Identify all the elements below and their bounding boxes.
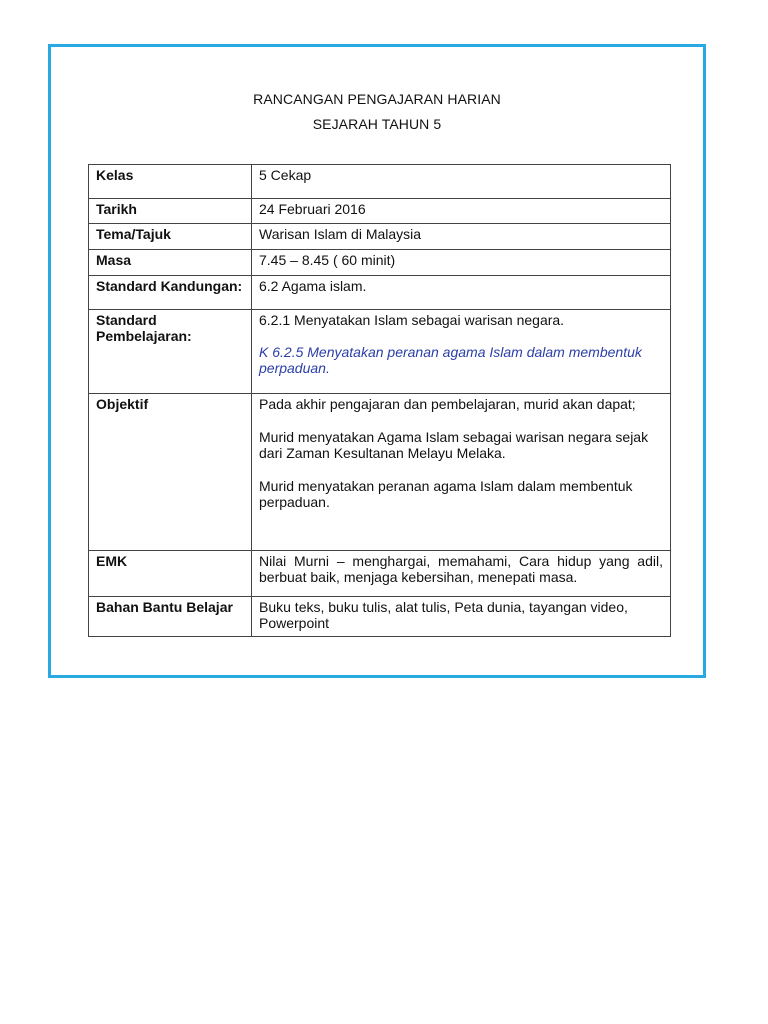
document-title: RANCANGAN PENGAJARAN HARIAN <box>253 91 501 107</box>
row-label: Tarikh <box>89 199 252 224</box>
row-value-group <box>252 310 671 394</box>
row-value: 24 Februari 2016 <box>252 199 671 224</box>
objektif-paragraph-1: Pada akhir pengajaran dan pembelajaran, murid akan dapat; <box>259 396 636 412</box>
row-value: Nilai Murni – menghargai, memahami, Cara hidup yang adil, berbuat baik, menjaga kebersihan, menepati masa. <box>252 551 671 597</box>
row-value: 6.2 Agama islam. <box>252 276 671 310</box>
row-value: Warisan Islam di Malaysia <box>252 224 671 250</box>
table-row-standard-pembelajaran <box>89 310 671 394</box>
lesson-plan-table <box>88 164 671 637</box>
row-label: Standard Kandungan: <box>89 276 252 310</box>
standard-pembelajaran-k-text: K 6.2.5 Menyatakan peranan agama Islam dalam membentuk perpaduan. <box>259 344 642 376</box>
table-row-standard-kandungan <box>89 276 671 310</box>
row-value-group <box>252 394 671 551</box>
row-label: Bahan Bantu Belajar <box>89 597 252 637</box>
row-label: EMK <box>89 551 252 597</box>
table-row-kelas <box>89 165 671 199</box>
row-label: Masa <box>89 250 252 276</box>
row-label: Kelas <box>89 165 252 199</box>
row-label: Tema/Tajuk <box>89 224 252 250</box>
table-row-emk <box>89 551 671 597</box>
row-value: Buku teks, buku tulis, alat tulis, Peta dunia, tayangan video, Powerpoint <box>252 597 671 637</box>
row-label: Standard Pembelajaran: <box>89 310 252 394</box>
objektif-paragraph-2: Murid menyatakan Agama Islam sebagai warisan negara sejak dari Zaman Kesultanan Melayu Melaka. <box>259 429 649 461</box>
row-value: 7.45 – 8.45 ( 60 minit) <box>252 250 671 276</box>
table-row-objektif <box>89 394 671 551</box>
table-row-tarikh <box>89 199 671 224</box>
row-label: Objektif <box>89 394 252 551</box>
document-frame <box>48 44 706 678</box>
table-row-masa <box>89 250 671 276</box>
standard-pembelajaran-text: 6.2.1 Menyatakan Islam sebagai warisan negara. <box>259 312 565 328</box>
table-row-bahan-bantu-belajar <box>89 597 671 637</box>
table-row-tema <box>89 224 671 250</box>
document-subtitle: SEJARAH TAHUN 5 <box>312 116 442 132</box>
row-value: 5 Cekap <box>252 165 671 199</box>
objektif-paragraph-3: Murid menyatakan peranan agama Islam dalam membentuk perpaduan. <box>259 478 633 510</box>
